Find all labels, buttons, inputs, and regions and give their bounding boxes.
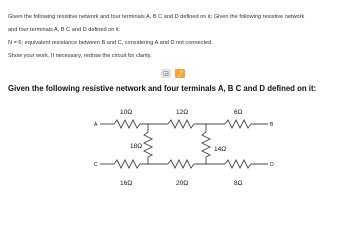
label-20-ohm: 20Ω xyxy=(176,180,189,187)
label-12-ohm: 12Ω xyxy=(176,109,189,116)
resistor-8-ohm xyxy=(225,160,251,168)
resistor-6-ohm xyxy=(225,120,251,128)
resistor-16-ohm xyxy=(114,160,140,168)
terminal-d: D xyxy=(270,162,274,168)
resistor-12-ohm xyxy=(168,120,194,128)
resistor-18-ohm xyxy=(144,132,152,157)
terminal-a: A xyxy=(94,122,98,128)
circuit-diagram xyxy=(0,96,350,208)
question-line-3: N = 6; equivalent resistance between B and C, considering A and D not connected. xyxy=(8,40,213,46)
copy-icon[interactable]: ◲ xyxy=(161,69,171,78)
label-16-ohm: 16Ω xyxy=(120,180,133,187)
question-line-2: and four terminals A, B C and D defined on it: xyxy=(8,27,121,33)
label-8-ohm: 8Ω xyxy=(234,180,243,187)
question-line-1: Given the following resistive network and four terminals A, B C and D defined on it: Given the following resistive network xyxy=(8,14,305,20)
share-icon[interactable]: ⤴ xyxy=(175,69,185,78)
label-14-ohm: 14Ω xyxy=(214,146,227,153)
terminal-b: B xyxy=(270,122,274,128)
label-6-ohm: 6Ω xyxy=(234,109,243,116)
image-toolbar xyxy=(161,69,185,78)
label-10-ohm: 10Ω xyxy=(120,109,133,116)
terminal-c: C xyxy=(94,162,98,168)
resistor-14-ohm xyxy=(202,132,210,157)
label-18-ohm: 18Ω xyxy=(130,143,143,150)
circuit-headline: Given the following resistive network and four terminals A, B C and D defined on it: xyxy=(8,84,317,93)
question-line-4: Show your work. If necessary, redraw the circuit for clarity. xyxy=(8,53,152,59)
resistor-20-ohm xyxy=(168,160,194,168)
resistor-10-ohm xyxy=(114,120,140,128)
